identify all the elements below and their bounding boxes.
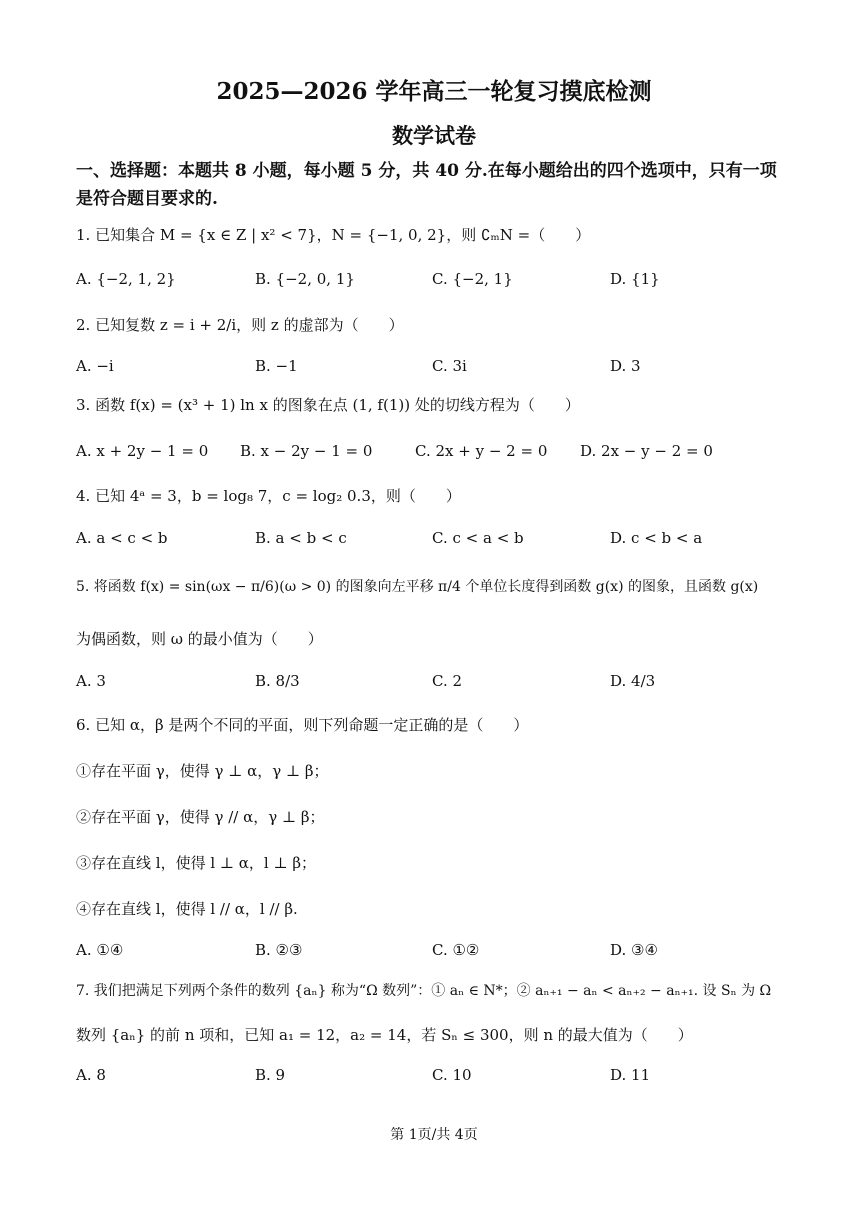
section-heading-line1: 一、选择题：本题共 8 小题，每小题 5 分，共 40 分.在每小题给出的四个选项中，只有一项 <box>76 161 777 181</box>
question-7-option-a: A. 8 <box>76 1066 106 1084</box>
question-6-statement-1: ①存在平面 γ，使得 γ ⊥ α，γ ⊥ β； <box>76 762 329 780</box>
question-1-option-c: C. {−2, 1} <box>432 270 513 288</box>
question-6-option-b: B. ②③ <box>255 941 303 959</box>
question-1-option-d: D. {1} <box>610 270 660 288</box>
question-7-option-c: C. 10 <box>432 1066 472 1084</box>
question-7-stem-line2: 数列 {aₙ} 的前 n 项和，已知 a₁ = 12，a₂ = 14，若 Sₙ ≤ 300，则 n 的最大值为（ ） <box>76 1026 693 1044</box>
question-2-option-a: A. −i <box>76 357 114 375</box>
question-1-option-a: A. {−2, 1, 2} <box>76 270 176 288</box>
question-1-option-b: B. {−2, 0, 1} <box>255 270 355 288</box>
question-3-option-d: D. 2x − y − 2 = 0 <box>580 442 713 460</box>
question-1-stem: 1. 已知集合 M = {x ∈ Z | x² < 7}，N = {−1, 0, 2}，则 ∁ₘN =（ ） <box>76 226 591 244</box>
question-5-stem-line1: 5. 将函数 f(x) = sin(ωx − π/6)(ω > 0) 的图象向左平移 π/4 个单位长度得到函数 g(x) 的图象，且函数 g(x) <box>76 579 759 595</box>
question-5-option-c: C. 2 <box>432 672 463 690</box>
question-2-option-d: D. 3 <box>610 357 641 375</box>
question-4-option-b: B. a < b < c <box>255 529 347 547</box>
question-3-stem: 3. 函数 f(x) = (x³ + 1) ln x 的图象在点 (1, f(1)) 处的切线方程为（ ） <box>76 396 580 414</box>
question-5-option-a: A. 3 <box>76 672 106 690</box>
question-5-stem-line2: 为偶函数，则 ω 的最小值为（ ） <box>76 630 323 648</box>
question-5-option-b: B. 8/3 <box>255 672 300 690</box>
question-6-option-a: A. ①④ <box>76 941 124 959</box>
question-6-stem: 6. 已知 α，β 是两个不同的平面，则下列命题一定正确的是（ ） <box>76 716 529 734</box>
question-4-stem: 4. 已知 4ᵃ = 3，b = log₈ 7，c = log₂ 0.3，则（ ） <box>76 487 461 505</box>
question-4-option-d: D. c < b < a <box>610 529 703 547</box>
question-7-option-b: B. 9 <box>255 1066 286 1084</box>
question-2-stem: 2. 已知复数 z = i + 2/i，则 z 的虚部为（ ） <box>76 316 404 334</box>
question-6-statement-4: ④存在直线 l，使得 l // α，l // β. <box>76 900 298 918</box>
question-6-option-d: D. ③④ <box>610 941 658 959</box>
question-4-option-c: C. c < a < b <box>432 529 524 547</box>
question-7-stem-line1: 7. 我们把满足下列两个条件的数列 {aₙ} 称为“Ω 数列”：① aₙ ∈ N*；② aₙ₊₁ − aₙ < aₙ₊₂ − aₙ₊₁. 设 Sₙ 为 Ω <box>76 983 772 999</box>
question-2-option-b: B. −1 <box>255 357 298 375</box>
question-3-option-c: C. 2x + y − 2 = 0 <box>415 442 548 460</box>
exam-title: 2025—2026 学年高三一轮复习摸底检测 <box>216 78 652 105</box>
section-heading-line2: 是符合题目要求的. <box>76 189 218 209</box>
question-3-option-a: A. x + 2y − 1 = 0 <box>76 442 209 460</box>
exam-subtitle: 数学试卷 <box>392 123 476 148</box>
question-7-option-d: D. 11 <box>610 1066 651 1084</box>
question-4-option-a: A. a < c < b <box>76 529 168 547</box>
question-6-option-c: C. ①② <box>432 941 480 959</box>
question-2-option-c: C. 3i <box>432 357 467 375</box>
page-number: 第 1页/共 4页 <box>390 1127 478 1143</box>
question-6-statement-3: ③存在直线 l，使得 l ⊥ α，l ⊥ β； <box>76 854 317 872</box>
question-3-option-b: B. x − 2y − 1 = 0 <box>240 442 373 460</box>
question-6-statement-2: ②存在平面 γ，使得 γ // α，γ ⊥ β； <box>76 808 325 826</box>
question-5-option-d: D. 4/3 <box>610 672 656 690</box>
